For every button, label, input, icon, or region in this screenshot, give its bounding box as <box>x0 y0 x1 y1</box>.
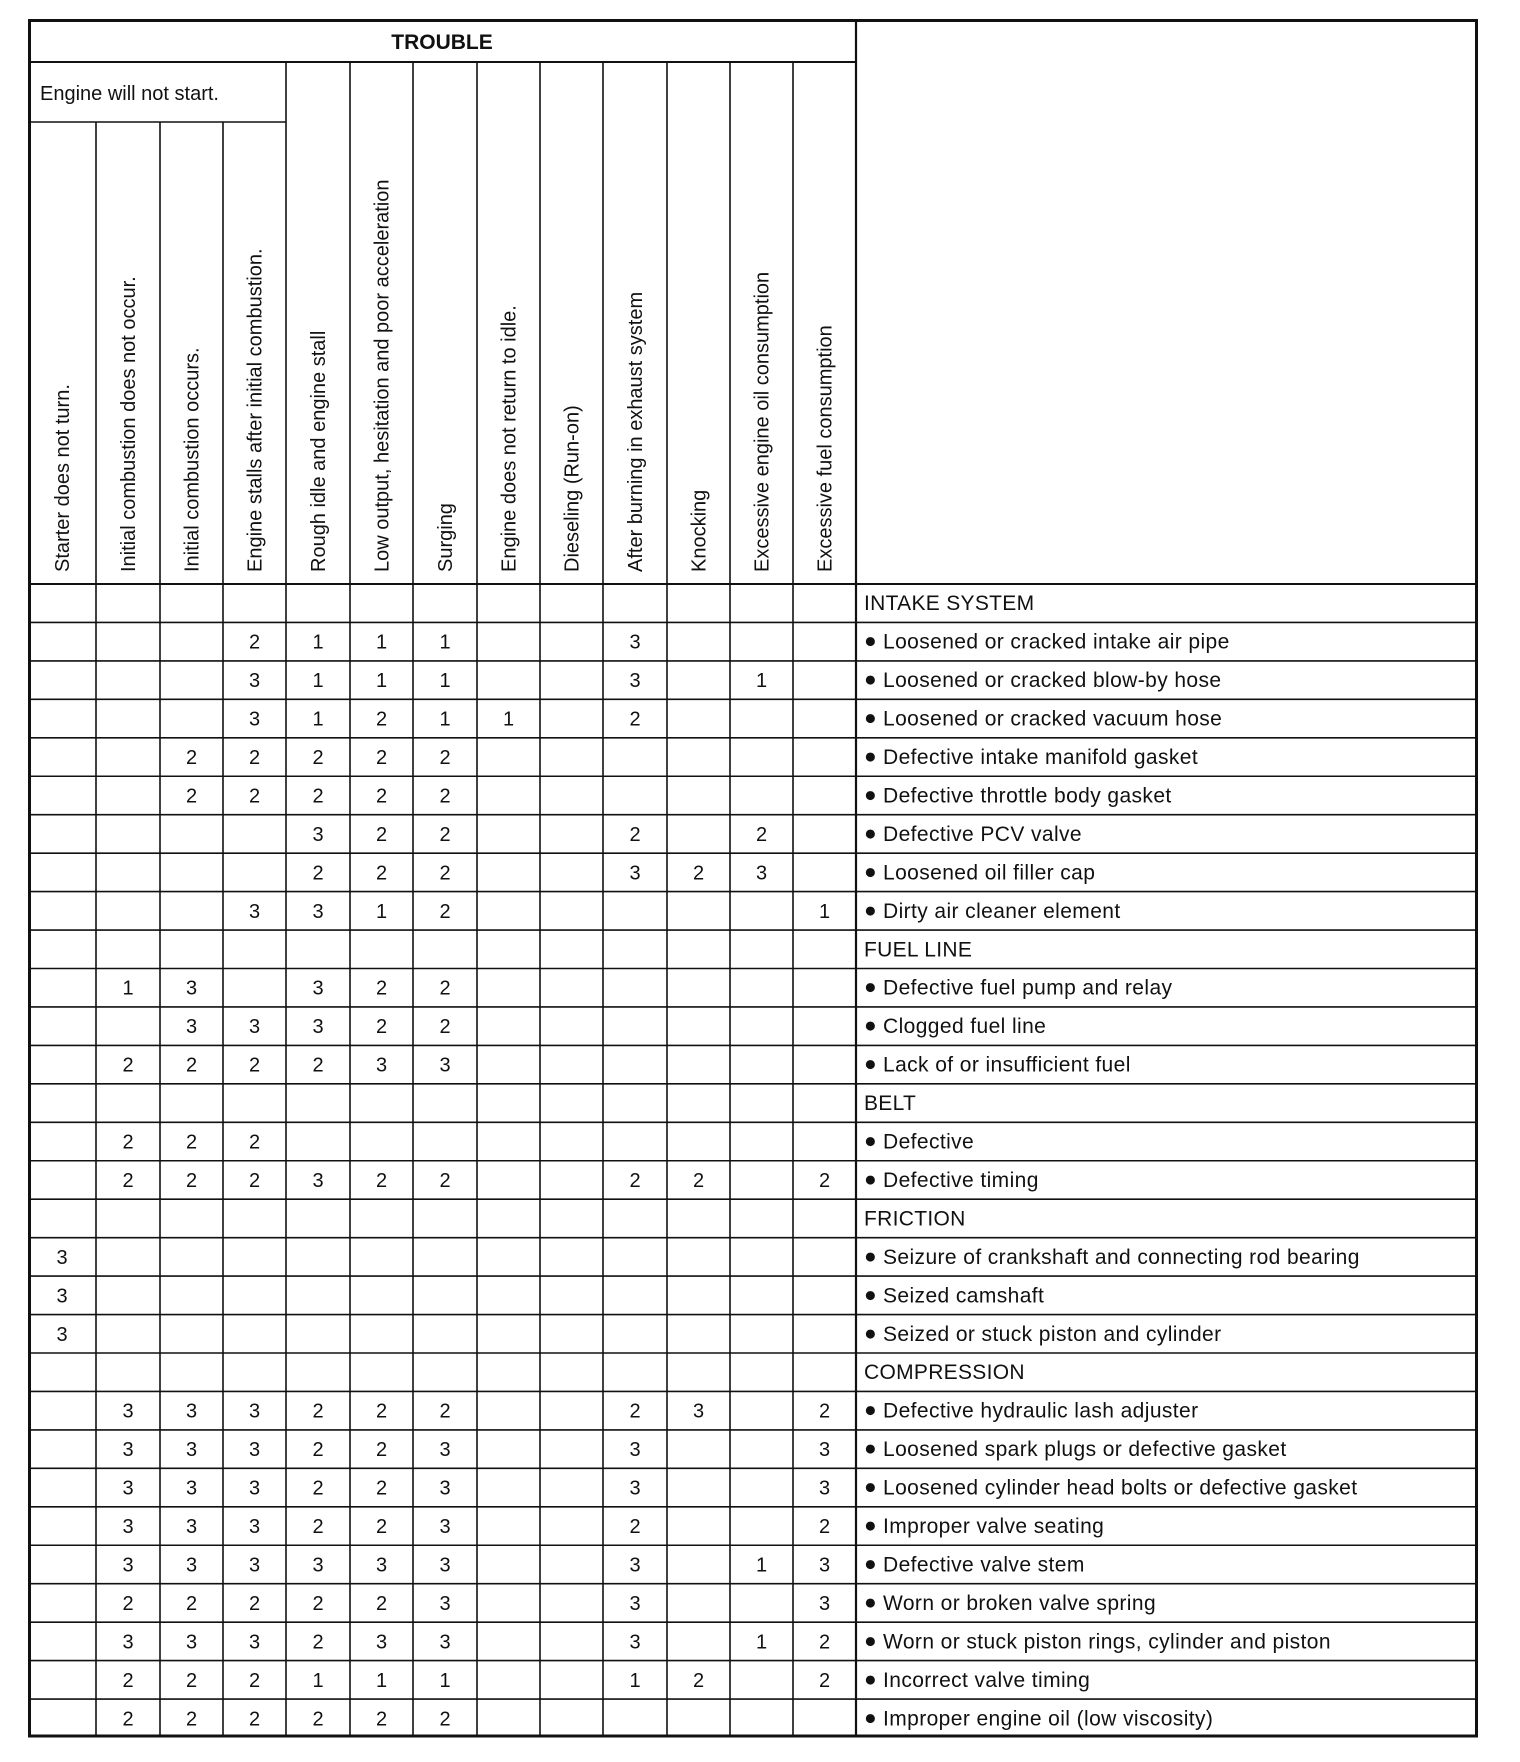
rating-cell: 2 <box>375 1708 388 1731</box>
rating-cell: 2 <box>248 1169 261 1192</box>
rating-cell: 3 <box>312 1169 324 1192</box>
cause-label: Defective <box>883 1130 975 1154</box>
rating-cell: 2 <box>375 1016 388 1039</box>
rating-cell: 2 <box>375 862 388 885</box>
rating-cell: 2 <box>439 823 451 846</box>
rating-cell: 3 <box>122 1554 134 1577</box>
rating-cell: 1 <box>629 1669 641 1692</box>
rating-cell: 2 <box>375 1592 388 1615</box>
bullet-icon: ● <box>864 1552 878 1576</box>
rating-cell: 2 <box>248 1054 261 1077</box>
rating-cell: 3 <box>248 670 261 693</box>
rating-cell: 2 <box>312 862 324 885</box>
section-row <box>864 1207 966 1230</box>
rating-cell: 1 <box>375 900 388 923</box>
bullet-icon: ● <box>864 1629 878 1653</box>
table-row <box>249 899 1121 923</box>
group-header-engine-will-not-start: Engine will not start. <box>40 83 219 105</box>
rating-cell: 2 <box>312 1054 324 1077</box>
rating-cell: 2 <box>185 747 198 770</box>
rating-cell: 2 <box>375 1169 388 1192</box>
bullet-icon: ● <box>864 1667 878 1691</box>
rating-cell: 3 <box>755 862 768 885</box>
rating-cell: 2 <box>692 1669 705 1692</box>
cause-label: Defective throttle body gasket <box>883 784 1172 808</box>
rating-cell: 2 <box>122 1054 134 1077</box>
rating-cell: 1 <box>439 670 451 693</box>
column-header: Starter does not turn. <box>52 384 74 572</box>
rating-cell: 3 <box>122 1631 134 1654</box>
rating-cell: 1 <box>439 631 451 654</box>
bullet-icon: ● <box>864 821 878 845</box>
rating-cell: 2 <box>439 977 451 1000</box>
cause-label: Incorrect valve timing <box>883 1668 1091 1692</box>
rating-cell: 1 <box>439 708 451 731</box>
column-header: Surging <box>435 503 457 572</box>
rating-cell: 3 <box>312 1554 324 1577</box>
table-row <box>122 1053 1130 1077</box>
rating-cell: 2 <box>375 747 388 770</box>
rating-cell: 2 <box>375 977 388 1000</box>
bullet-icon: ● <box>864 1590 878 1614</box>
rating-cell: 2 <box>122 1169 134 1192</box>
bullet-icon: ● <box>864 1052 878 1076</box>
table-row <box>249 707 1222 731</box>
rating-cell: 3 <box>248 1400 261 1423</box>
table-row <box>122 1591 1156 1615</box>
bullet-icon: ● <box>864 745 878 769</box>
rating-cell: 3 <box>439 1477 451 1500</box>
rating-cell: 2 <box>439 1016 451 1039</box>
rating-cell: 1 <box>375 631 388 654</box>
rating-cell: 1 <box>755 1631 768 1654</box>
rating-cell: 3 <box>248 1516 261 1539</box>
rating-cell: 3 <box>185 977 198 1000</box>
column-header: Low output, hesitation and poor acceleration <box>371 179 394 572</box>
table-row <box>122 976 1172 1000</box>
rating-cell: 2 <box>629 708 641 731</box>
rating-cell: 2 <box>818 1400 831 1423</box>
rating-cell: 3 <box>439 1554 451 1577</box>
rating-cell: 3 <box>818 1554 831 1577</box>
rating-cell: 2 <box>312 1477 324 1500</box>
rating-cell: 2 <box>439 785 451 808</box>
rating-cell: 2 <box>185 1708 198 1731</box>
cause-label: Defective fuel pump and relay <box>883 976 1173 1000</box>
rating-cell: 2 <box>439 747 451 770</box>
rating-cell: 3 <box>56 1323 68 1346</box>
rating-cell: 3 <box>818 1592 831 1615</box>
rating-cell: 1 <box>755 670 768 693</box>
cause-label: Seized or stuck piston and cylinder <box>883 1322 1222 1346</box>
cause-label: Loosened or cracked vacuum hose <box>883 707 1223 731</box>
rating-cell: 2 <box>755 823 768 846</box>
section-label: INTAKE SYSTEM <box>864 592 1035 616</box>
rating-cell: 1 <box>502 708 515 731</box>
table-row <box>186 745 1198 769</box>
rating-cell: 3 <box>692 1400 705 1423</box>
rating-cell: 3 <box>248 1016 261 1039</box>
rating-cell: 3 <box>185 1554 198 1577</box>
rating-cell: 1 <box>375 1669 388 1692</box>
rating-cell: 2 <box>629 1169 641 1192</box>
bullet-icon: ● <box>864 860 878 884</box>
rating-cell: 3 <box>185 1400 198 1423</box>
bullet-icon: ● <box>864 1014 878 1038</box>
rating-cell: 2 <box>692 1169 705 1192</box>
rating-cell: 2 <box>629 1516 641 1539</box>
table-row <box>122 1130 974 1154</box>
rating-cell: 1 <box>375 670 388 693</box>
cause-label: Loosened cylinder head bolts or defective gasket <box>883 1476 1358 1500</box>
cause-label: Clogged fuel line <box>883 1015 1047 1039</box>
rating-cell: 2 <box>818 1169 831 1192</box>
column-header: Engine does not return to idle. <box>498 305 521 572</box>
bullet-icon: ● <box>864 1167 878 1191</box>
cause-label: Loosened spark plugs or defective gasket <box>883 1438 1287 1462</box>
rating-cell: 2 <box>312 785 324 808</box>
rating-cell: 1 <box>818 900 831 923</box>
bullet-icon: ● <box>864 1283 878 1307</box>
rating-cell: 3 <box>185 1439 198 1462</box>
rating-cell: 2 <box>248 1592 261 1615</box>
rating-cell: 2 <box>185 1592 198 1615</box>
rating-cell: 1 <box>312 708 324 731</box>
cause-label: Defective timing <box>883 1168 1039 1192</box>
cause-label: Defective valve stem <box>883 1553 1085 1577</box>
rating-cell: 3 <box>439 1631 451 1654</box>
trouble-table-svg <box>28 19 1478 1741</box>
rating-cell: 3 <box>248 1477 261 1500</box>
column-header: Initial combustion does not occur. <box>118 276 140 572</box>
rating-cell: 3 <box>312 823 324 846</box>
rating-cell: 3 <box>248 1439 261 1462</box>
rating-cell: 3 <box>439 1592 451 1615</box>
cause-label: Improper engine oil (low viscosity) <box>883 1707 1214 1731</box>
rating-cell: 3 <box>185 1477 198 1500</box>
rating-cell: 2 <box>122 1669 134 1692</box>
rating-cell: 2 <box>312 1400 324 1423</box>
rating-cell: 2 <box>439 1400 451 1423</box>
rating-cell: 2 <box>692 862 705 885</box>
rating-cell: 2 <box>248 631 261 654</box>
table-row <box>249 668 1222 692</box>
column-header: Initial combustion occurs. <box>181 347 204 572</box>
table-row <box>122 1668 1090 1692</box>
rating-cell: 2 <box>375 1400 388 1423</box>
rating-cell: 2 <box>248 1669 261 1692</box>
rating-cell: 1 <box>312 1669 324 1692</box>
section-row <box>864 938 972 961</box>
rating-cell: 2 <box>375 1439 388 1462</box>
rating-cell: 3 <box>629 862 641 885</box>
bullet-icon: ● <box>864 1437 878 1461</box>
rating-cell: 3 <box>248 708 261 731</box>
rating-cell: 2 <box>248 1708 261 1731</box>
rating-cell: 2 <box>818 1516 831 1539</box>
bullet-icon: ● <box>864 783 878 807</box>
bullet-icon: ● <box>864 1321 878 1345</box>
rating-cell: 2 <box>375 785 388 808</box>
table-row <box>249 630 1230 654</box>
table-row <box>56 1245 1359 1269</box>
bullet-icon: ● <box>864 1398 878 1422</box>
rating-cell: 3 <box>629 670 641 693</box>
bullet-icon: ● <box>864 629 878 653</box>
table-row <box>122 1629 1331 1653</box>
table-row <box>312 860 1095 884</box>
rating-cell: 2 <box>375 1516 388 1539</box>
rating-cell: 3 <box>818 1439 831 1462</box>
bullet-icon: ● <box>864 1129 878 1153</box>
rating-cell: 3 <box>312 977 324 1000</box>
table-row <box>122 1476 1357 1500</box>
trouble-chart <box>28 19 1478 1741</box>
rating-cell: 2 <box>185 785 198 808</box>
rating-cell: 2 <box>248 747 261 770</box>
rating-cell: 3 <box>375 1554 388 1577</box>
bullet-icon: ● <box>864 975 878 999</box>
rating-cell: 3 <box>248 900 261 923</box>
rating-cell: 3 <box>248 1554 261 1577</box>
bullet-icon: ● <box>864 668 878 692</box>
table-row <box>186 1014 1046 1038</box>
rating-cell: 2 <box>312 1592 324 1615</box>
table-row <box>122 1399 1198 1423</box>
rating-cell: 3 <box>122 1477 134 1500</box>
rating-cell: 3 <box>56 1246 68 1269</box>
column-header: Knocking <box>688 489 711 572</box>
rating-cell: 3 <box>122 1439 134 1462</box>
section-row <box>864 592 1034 615</box>
rating-cell: 1 <box>312 631 324 654</box>
section-row <box>864 1092 916 1115</box>
rating-cell: 3 <box>185 1631 198 1654</box>
rating-cell: 3 <box>629 1554 641 1577</box>
bullet-icon: ● <box>864 706 878 730</box>
rating-cell: 2 <box>312 1631 324 1654</box>
cause-label: Dirty air cleaner element <box>883 899 1121 923</box>
cause-label: Defective hydraulic lash adjuster <box>883 1399 1199 1423</box>
rating-cell: 2 <box>185 1669 198 1692</box>
rating-cell: 3 <box>248 1631 261 1654</box>
table-row <box>122 1168 1038 1192</box>
column-header: Engine stalls after initial combustion. <box>244 248 267 572</box>
rating-cell: 2 <box>312 1708 324 1731</box>
bullet-icon: ● <box>864 1706 878 1730</box>
cause-label: Improper valve seating <box>883 1515 1105 1539</box>
rating-cell: 2 <box>312 1516 324 1539</box>
rating-cell: 3 <box>818 1477 831 1500</box>
rating-cell: 3 <box>629 1592 641 1615</box>
rating-cell: 3 <box>439 1439 451 1462</box>
cause-label: Defective PCV valve <box>883 822 1083 846</box>
column-header: Excessive engine oil consumption <box>751 271 774 572</box>
cause-label: Worn or stuck piston rings, cylinder and piston <box>883 1630 1331 1654</box>
rating-cell: 3 <box>56 1285 68 1308</box>
column-headers <box>52 180 837 573</box>
rating-cell: 3 <box>629 1631 641 1654</box>
cause-label: Lack of or insufficient fuel <box>883 1053 1131 1077</box>
table-row <box>122 1437 1286 1461</box>
rating-cell: 2 <box>375 708 388 731</box>
rating-cell: 2 <box>439 1708 451 1731</box>
rating-cell: 3 <box>439 1516 451 1539</box>
section-label: FRICTION <box>864 1207 966 1231</box>
column-header: Excessive fuel consumption <box>814 325 837 572</box>
table-row <box>312 822 1082 846</box>
rating-cell: 3 <box>439 1054 451 1077</box>
rating-cell: 3 <box>629 631 641 654</box>
section-row <box>864 1361 1025 1384</box>
bullet-icon: ● <box>864 898 878 922</box>
rating-cell: 2 <box>122 1131 134 1154</box>
rating-cell: 2 <box>185 1131 198 1154</box>
rating-cell: 3 <box>375 1054 388 1077</box>
table-row <box>56 1283 1044 1307</box>
bullet-icon: ● <box>864 1475 878 1499</box>
rating-cell: 2 <box>185 1054 198 1077</box>
rating-cell: 2 <box>818 1631 831 1654</box>
bullet-icon: ● <box>864 1244 878 1268</box>
table-row <box>56 1322 1221 1346</box>
rating-cell: 2 <box>375 1477 388 1500</box>
rating-cell: 2 <box>185 1169 198 1192</box>
rating-cell: 2 <box>248 1131 261 1154</box>
rating-cell: 2 <box>439 900 451 923</box>
rating-cell: 1 <box>439 1669 451 1692</box>
bullet-icon: ● <box>864 1514 878 1538</box>
rating-cell: 2 <box>122 1708 134 1731</box>
table-row <box>186 783 1172 807</box>
rating-cell: 3 <box>185 1516 198 1539</box>
rating-cell: 3 <box>312 1016 324 1039</box>
cause-label: Worn or broken valve spring <box>883 1591 1157 1615</box>
rating-cell: 1 <box>312 670 324 693</box>
column-header: Rough idle and engine stall <box>308 330 330 572</box>
rating-cell: 3 <box>629 1477 641 1500</box>
section-label: COMPRESSION <box>864 1361 1025 1385</box>
rating-cell: 2 <box>818 1669 831 1692</box>
rating-cell: 2 <box>439 1169 451 1192</box>
rating-cell: 2 <box>375 823 388 846</box>
rating-cell: 2 <box>439 862 451 885</box>
rating-cell: 2 <box>312 747 324 770</box>
column-header: Dieseling (Run-on) <box>561 405 584 572</box>
rating-cell: 2 <box>122 1592 134 1615</box>
cause-label: Loosened or cracked blow-by hose <box>883 669 1222 693</box>
rating-cell: 2 <box>312 1439 324 1462</box>
cause-label: Seizure of crankshaft and connecting rod bearing <box>883 1245 1360 1269</box>
table-title: TROUBLE <box>391 31 493 54</box>
rating-cell: 3 <box>122 1516 134 1539</box>
rating-cell: 3 <box>122 1400 134 1423</box>
table-row <box>122 1514 1104 1538</box>
cause-label: Defective intake manifold gasket <box>883 746 1199 770</box>
cause-label: Loosened oil filler cap <box>883 861 1096 885</box>
section-label: BELT <box>864 1092 917 1116</box>
rating-cell: 1 <box>122 977 134 1000</box>
rating-cell: 1 <box>755 1554 768 1577</box>
rating-cell: 2 <box>629 1400 641 1423</box>
section-label: FUEL LINE <box>864 938 973 962</box>
rating-cell: 2 <box>248 785 261 808</box>
rating-cell: 3 <box>629 1439 641 1462</box>
rating-cell: 2 <box>629 823 641 846</box>
cause-label: Seized camshaft <box>883 1284 1045 1308</box>
cause-label: Loosened or cracked intake air pipe <box>883 630 1230 654</box>
column-header: After burning in exhaust system <box>625 291 647 572</box>
rating-cell: 3 <box>375 1631 388 1654</box>
rating-cell: 3 <box>312 900 324 923</box>
rating-cell: 3 <box>185 1016 198 1039</box>
